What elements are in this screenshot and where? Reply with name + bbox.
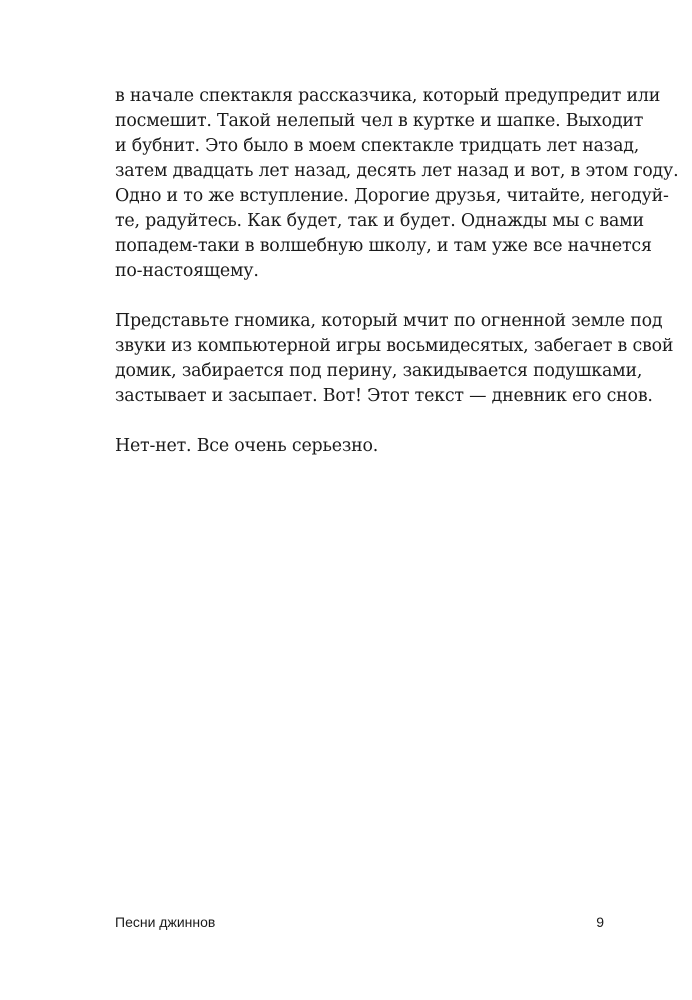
text-line: Одно и то же вступление. Дорогие друзья, читайте, негодуй- <box>115 186 669 206</box>
text-line: те, радуйтесь. Как будет, так и будет. Однажды мы с вами <box>115 211 644 231</box>
text-line: в начале спектакля рассказчика, который предупредит или <box>115 86 661 106</box>
text-line: застывает и засыпает. Вот! Этот текст — дневник его снов. <box>115 386 653 406</box>
text-line: по-настоящему. <box>115 261 259 281</box>
text-line: домик, забирается под перину, закидывается подушками, <box>115 361 643 381</box>
text-line: посмешит. Такой нелепый чел в куртке и шапке. Выходит <box>115 111 644 131</box>
paragraph-1 <box>115 84 679 284</box>
text-line: Нет-нет. Все очень серьезно. <box>115 436 379 456</box>
text-line: звуки из компьютерной игры восьмидесятых, забегает в свой <box>115 336 674 356</box>
text-line: Представьте гномика, который мчит по огненной земле под <box>115 311 663 331</box>
paragraph-3 <box>115 434 615 459</box>
footer-book-title: Песни джиннов <box>115 914 216 930</box>
text-line: попадем-таки в волшебную школу, и там уже все начнется <box>115 236 652 256</box>
paragraph-2 <box>115 309 674 409</box>
text-line: затем двадцать лет назад, десять лет назад и вот, в этом году. <box>115 161 679 181</box>
body-text <box>115 84 679 484</box>
text-line: и бубнит. Это было в моем спектакле тридцать лет назад, <box>115 136 640 156</box>
page-number: 9 <box>596 914 604 930</box>
